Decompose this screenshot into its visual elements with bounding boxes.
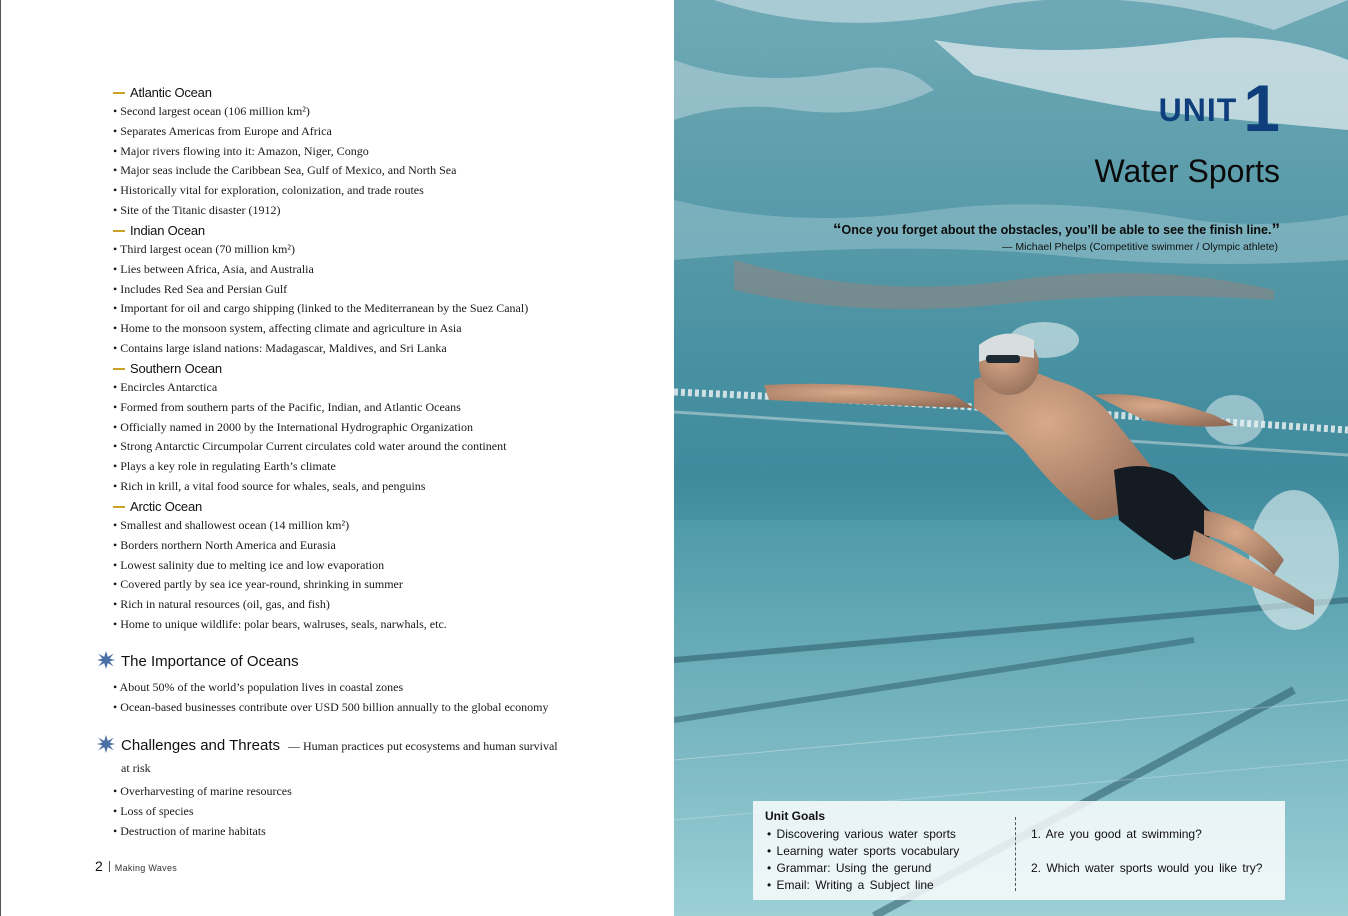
ocean-name: Southern Ocean	[130, 361, 222, 376]
ocean-name: Atlantic Ocean	[130, 85, 212, 100]
list-item: • About 50% of the world’s population lives in coastal zones	[113, 678, 548, 698]
importance-heading	[97, 651, 299, 670]
list-item: • Major seas include the Caribbean Sea, Gulf of Mexico, and North Sea	[113, 161, 456, 181]
quote-author: — Michael Phelps (Competitive swimmer / Olympic athlete)	[1002, 241, 1278, 253]
list-item: • Loss of species	[113, 802, 292, 822]
arctic-ocean-section	[113, 498, 447, 635]
warmup-question: 1. Are you good at swimming?	[1031, 827, 1202, 841]
unit-word: UNIT	[1158, 92, 1238, 128]
goals-title: Unit Goals	[765, 809, 826, 823]
quote	[833, 220, 1280, 240]
goals-divider	[1015, 817, 1016, 891]
southern-ocean-section	[113, 360, 506, 497]
importance-list	[113, 678, 548, 718]
list-item: • Home to the monsoon system, affecting climate and agriculture in Asia	[113, 319, 528, 339]
list-item: • Home to unique wildlife: polar bears, walruses, seals, narwhals, etc.	[113, 615, 447, 635]
list-item: • Lies between Africa, Asia, and Australia	[113, 260, 528, 280]
list-item: • Historically vital for exploration, colonization, and trade routes	[113, 181, 456, 201]
footer-divider	[109, 861, 110, 872]
list-item: • Formed from southern parts of the Pacific, Indian, and Atlantic Oceans	[113, 398, 506, 418]
atlantic-ocean-section	[113, 84, 456, 221]
gold-dash-icon	[113, 92, 125, 94]
ocean-name: Arctic Ocean	[130, 499, 203, 514]
ocean-heading	[113, 498, 447, 516]
ocean-name: Indian Ocean	[130, 223, 205, 238]
quote-close-mark: ”	[1271, 220, 1280, 239]
list-item: • Officially named in 2000 by the International Hydrographic Organization	[113, 418, 506, 438]
list-item: • Destruction of marine habitats	[113, 822, 292, 842]
page-number: 2	[95, 858, 103, 874]
list-item: • Includes Red Sea and Persian Gulf	[113, 280, 528, 300]
list-item: • Borders northern North America and Eurasia	[113, 536, 447, 556]
list-item: • Rich in natural resources (oil, gas, and fish)	[113, 595, 447, 615]
ocean-heading	[113, 222, 528, 240]
unit-number: 1	[1243, 71, 1280, 145]
section-subtitle-continued: at risk	[121, 761, 151, 775]
list-item: • Strong Antarctic Circumpolar Current circulates cold water around the continent	[113, 437, 506, 457]
list-item: • Important for oil and cargo shipping (linked to the Mediterranean by the Suez Canal)	[113, 299, 528, 319]
gold-dash-icon	[113, 506, 125, 508]
unit-goals-box	[753, 801, 1285, 900]
section-subtitle: — Human practices put ecosystems and human survival	[288, 739, 558, 753]
list-item: • Separates Americas from Europe and Africa	[113, 122, 456, 142]
list-item: • Encircles Antarctica	[113, 378, 506, 398]
section-title: The Importance of Oceans	[121, 653, 299, 670]
section-title: Challenges and Threats	[121, 737, 280, 754]
list-item: • Second largest ocean (106 million km²)	[113, 102, 456, 122]
ocean-heading	[113, 360, 506, 378]
right-page	[674, 0, 1348, 916]
list-item: • Rich in krill, a vital food source for whales, seals, and penguins	[113, 477, 506, 497]
gold-dash-icon	[113, 368, 125, 370]
list-item: • Contains large island nations: Madagascar, Maldives, and Sri Lanka	[113, 339, 528, 359]
star-burst-icon	[97, 735, 115, 753]
unit-title: Water Sports	[1094, 153, 1280, 189]
list-item: • Overharvesting of marine resources	[113, 782, 292, 802]
challenges-list	[113, 782, 292, 841]
list-item: • Lowest salinity due to melting ice and low evaporation	[113, 556, 447, 576]
list-item: • Plays a key role in regulating Earth’s climate	[113, 457, 506, 477]
indian-ocean-section	[113, 222, 528, 359]
gold-dash-icon	[113, 230, 125, 232]
unit-label	[1159, 70, 1280, 146]
quote-text: Once you forget about the obstacles, you’ll be able to see the finish line.	[841, 223, 1272, 237]
list-item: • Ocean-based businesses contribute over USD 500 billion annually to the global economy	[113, 698, 548, 718]
list-item: • Covered partly by sea ice year-round, shrinking in summer	[113, 575, 447, 595]
goal-item: • Discovering various water sports	[767, 827, 956, 841]
list-item: • Third largest ocean (70 million km²)	[113, 240, 528, 260]
challenges-heading	[97, 735, 558, 754]
page-footer	[95, 858, 177, 876]
list-item: • Site of the Titanic disaster (1912)	[113, 201, 456, 221]
quote-open-mark: “	[833, 220, 842, 239]
ocean-heading	[113, 84, 456, 102]
goal-item: • Email: Writing a Subject line	[767, 878, 934, 892]
star-burst-icon	[97, 651, 115, 669]
list-item: • Major rivers flowing into it: Amazon, Niger, Congo	[113, 142, 456, 162]
list-item: • Smallest and shallowest ocean (14 million km²)	[113, 516, 447, 536]
warmup-question: 2. Which water sports would you like try?	[1031, 861, 1263, 875]
book-title: Making Waves	[114, 863, 178, 873]
goal-item: • Grammar: Using the gerund	[767, 861, 932, 875]
goal-item: • Learning water sports vocabulary	[767, 844, 960, 858]
